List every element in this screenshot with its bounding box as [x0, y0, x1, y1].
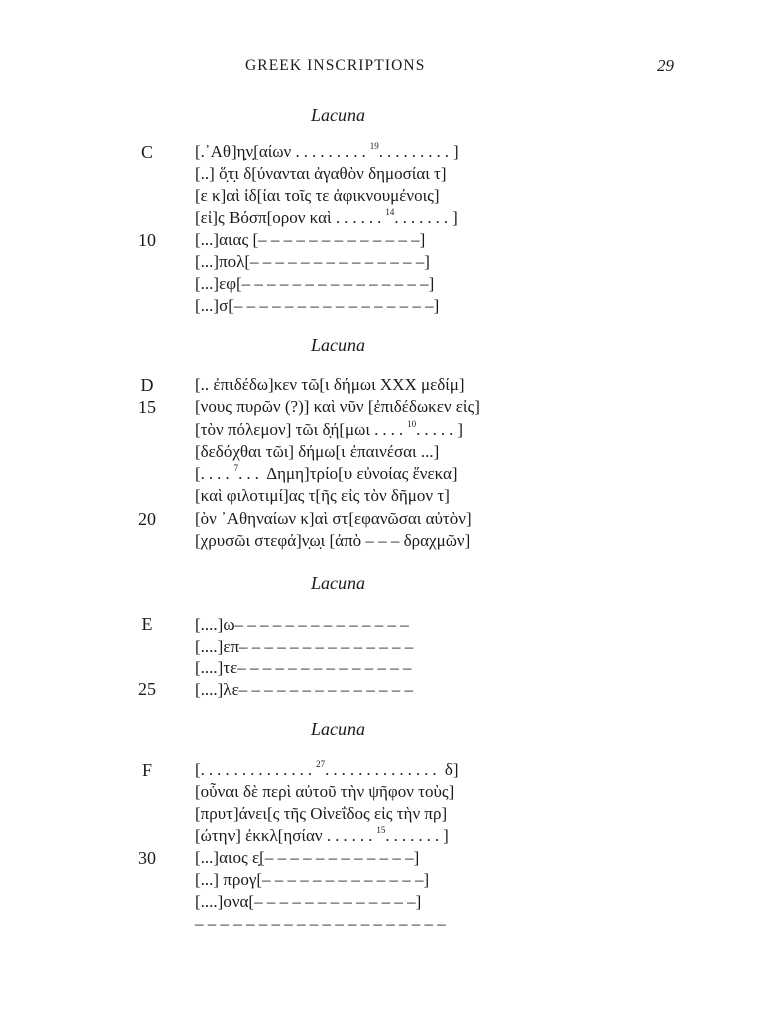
- inscription-line: [140, 374, 480, 396]
- inscription-line: [195, 869, 459, 891]
- letter-count-superscript: 14: [385, 207, 395, 217]
- dot-run: ......: [335, 208, 386, 227]
- inscription-line: [195, 825, 459, 847]
- letter-count-superscript: 19: [369, 141, 379, 151]
- inscription-line: [195, 251, 463, 273]
- lacuna-heading: Lacuna: [311, 335, 365, 355]
- inscription-line: [195, 273, 463, 295]
- letter-count-superscript: 27: [316, 759, 326, 769]
- inscription-line: [195, 913, 459, 935]
- inscription-line: [195, 781, 459, 803]
- letter-count-superscript: 7: [233, 463, 239, 474]
- line-text: [εἰ]ς Βόσπ[ορον καὶ: [195, 208, 336, 227]
- inscription-line: [195, 207, 463, 229]
- fragment-c: [138, 141, 463, 317]
- line-margin-label: 25: [138, 679, 156, 700]
- letter-count-superscript: 15: [376, 825, 386, 835]
- inscription-line: [140, 141, 463, 163]
- line-text: [.. ἐπιδέδω]κεν τῶ[ι δήμωι ΧΧΧ μεδίμ]: [195, 375, 465, 394]
- line-text: [...]αιας [– – – – – – – – – – – – –]: [195, 230, 426, 249]
- dot-run: ..............: [200, 760, 317, 779]
- dot-run: .......]: [385, 826, 453, 845]
- inscription-line: [195, 657, 413, 679]
- dot-run: ....: [200, 464, 234, 484]
- line-text: [...]σ[– – – – – – – – – – – – – – – –]: [195, 296, 440, 315]
- line-text: Δημη]τρίο[υ εὐνοίας ἕνεκα]: [262, 464, 458, 484]
- dot-run: ..............: [325, 760, 441, 779]
- line-margin-label: F: [141, 760, 152, 780]
- line-margin-label: 15: [138, 397, 156, 418]
- inscription-line: [138, 679, 413, 701]
- line-text: δ]: [440, 760, 459, 779]
- line-text: [...] προγ[– – – – – – – – – – – – –]: [195, 870, 430, 889]
- line-margin-label: 10: [138, 230, 156, 250]
- fragment-e: [138, 614, 414, 701]
- dot-run: .......]: [394, 208, 462, 227]
- letter-count-superscript: 10: [407, 418, 417, 429]
- line-text: [....]ω– – – – – – – – – – – – – –: [195, 615, 409, 634]
- inscription-line: [195, 636, 413, 658]
- dot-run: ....: [374, 419, 408, 439]
- inscription-line: [195, 295, 463, 317]
- line-text: [....]τε– – – – – – – – – – – – – –: [195, 658, 412, 678]
- fragment-f: [138, 759, 459, 935]
- line-text: [νους πυρῶν (?)] καὶ νῦν [ἐπιδέδωκεν εἰς]: [195, 397, 480, 417]
- line-text: [ε κ]αὶ ἰδ[ίαι τοῖς τε ἀφικνουμένοις]: [195, 186, 440, 205]
- inscription-line: [195, 463, 480, 485]
- lacuna-heading: Lacuna: [311, 573, 365, 593]
- line-margin-label: 20: [138, 508, 156, 529]
- line-text: [ώτην] ἐκκλ[ησίαν: [195, 826, 327, 845]
- dot-run: .....]: [416, 419, 468, 439]
- line-text: [...]εφ[– – – – – – – – – – – – – – –]: [195, 274, 435, 293]
- inscription-line: [138, 508, 480, 530]
- inscription-line: [141, 759, 459, 781]
- line-text: [οὗναι δὲ περὶ αὐτοῦ τὴν ψῆφον τοὺς]: [195, 782, 455, 801]
- dot-run: .........: [295, 142, 370, 161]
- line-text: [χρυσῶι στεφά]ν̣ω̣ι [ἀπὸ – – – δραχμῶν]: [195, 531, 471, 551]
- running-title: GREEK INSCRIPTIONS: [245, 57, 426, 74]
- line-margin-label: D: [140, 375, 154, 395]
- line-text: [τὸν πόλεμον] τῶι δ̣ή[μωι: [195, 419, 375, 439]
- line-text: [: [195, 464, 201, 484]
- dot-run: ...: [238, 464, 263, 484]
- line-text: [ὸν ᾿Αθηναίων κ]αὶ στ[εφανῶσαι αὐτὸν]: [195, 508, 472, 528]
- line-text: [πρυτ]άνει[ς τῆς Οἰνεΐδος εἰς τὴν πρ]: [195, 804, 448, 823]
- line-margin-label: E: [141, 614, 153, 634]
- line-text: [...]πολ[– – – – – – – – – – – – – –]: [195, 252, 430, 271]
- inscription-line: [141, 614, 413, 636]
- dot-run: .........]: [378, 142, 463, 161]
- line-text: [καὶ φιλοτιμί]ας τ[ῆς εἰς τὸν δῆμον τ]: [195, 486, 450, 506]
- inscription-line: [195, 803, 459, 825]
- dot-run: ......: [326, 826, 377, 845]
- line-text: [..] ὅ̣τ̣ι δ[ύνανται ἀγαθὸν δημοσίαι τ]: [195, 164, 447, 183]
- line-text: [....]επ– – – – – – – – – – – – – –: [195, 636, 414, 656]
- inscription-line: [195, 163, 463, 185]
- inscription-line: [138, 396, 480, 418]
- inscription-line: [195, 530, 480, 552]
- lacuna-heading: Lacuna: [311, 105, 365, 125]
- inscription-line: [195, 485, 480, 507]
- line-margin-label: 30: [138, 848, 156, 868]
- lacuna-heading: Lacuna: [311, 719, 365, 739]
- inscription-line: [195, 419, 480, 441]
- line-text: [δεδόχθαι τῶι] δήμω[ι ἐπαινέσαι ...]: [195, 441, 440, 461]
- line-text: [....]λε– – – – – – – – – – – – – –: [195, 680, 413, 700]
- line-text: [...]αιος ε̣[– – – – – – – – – – – –]: [195, 848, 420, 867]
- page-number: 29: [657, 56, 674, 75]
- inscription-line: [195, 185, 463, 207]
- inscription-line: [138, 847, 459, 869]
- line-text: [....]ονα[– – – – – – – – – – – – –]: [195, 892, 422, 911]
- line-text: – – – – – – – – – – – – – – – – – – – –: [195, 914, 446, 933]
- fragment-d: [138, 374, 480, 552]
- inscription-line: [195, 891, 459, 913]
- line-margin-label: C: [140, 142, 153, 162]
- inscription-line: [138, 229, 463, 251]
- line-text: [.᾿Αθ]η̣ν̣[αίων: [195, 142, 296, 161]
- line-text: [: [195, 760, 201, 779]
